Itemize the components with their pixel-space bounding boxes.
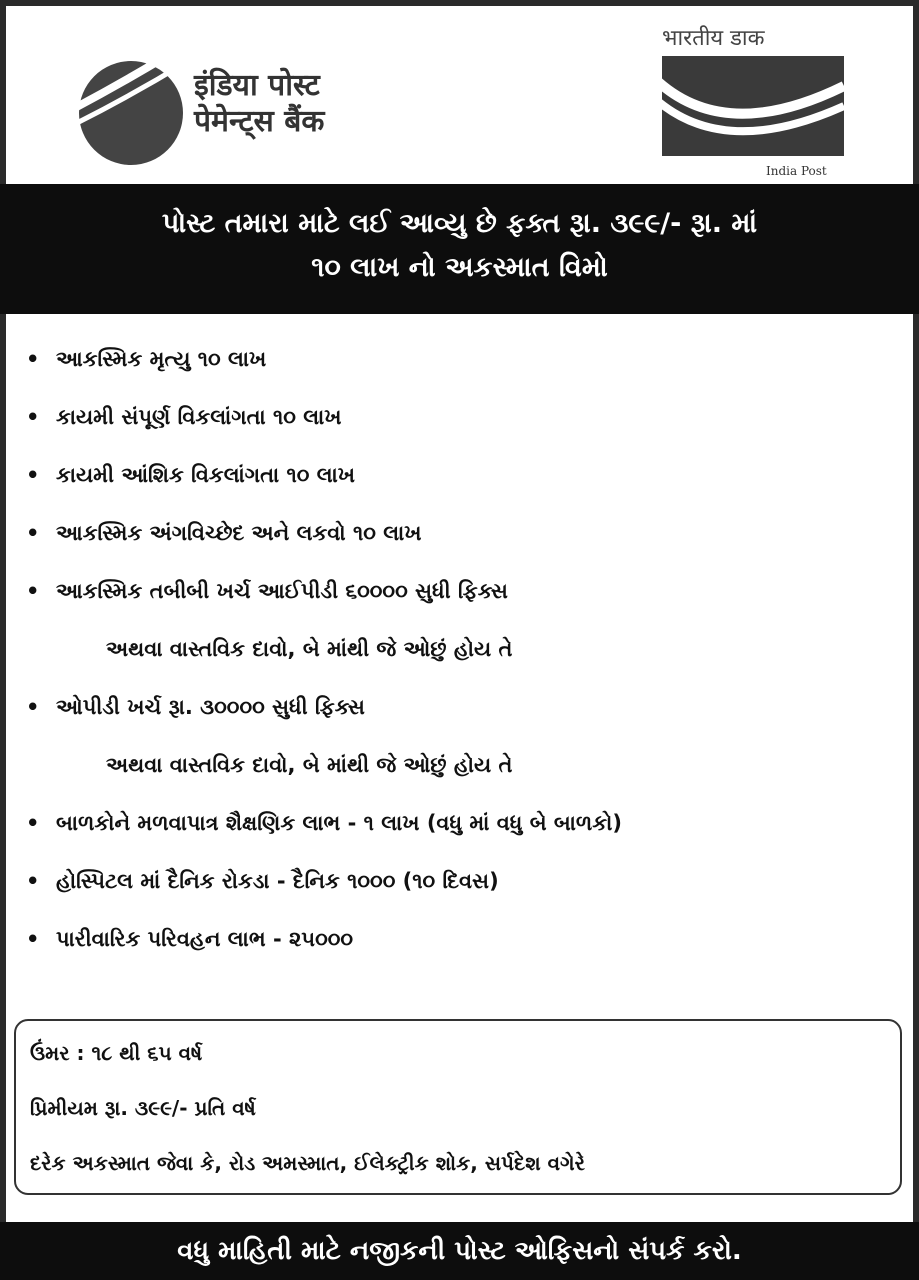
contact-footer: વધુ માહિતી માટે નજીકની પોસ્ટ ઓફિસનો સંપર્ક કરો. <box>0 1222 919 1280</box>
age-range: ઉંમર : ૧૮ થી ૬૫ વર્ષ <box>30 1041 203 1065</box>
premium-amount: પ્રિમીયમ રૂા. ૩૯૯/- પ્રતિ વર્ષ <box>30 1096 256 1120</box>
bullet-icon: • <box>26 405 40 429</box>
bullet-icon: • <box>26 347 40 371</box>
india-post-logo-icon <box>662 56 844 156</box>
list-item <box>26 345 906 373</box>
logo-header <box>6 6 913 184</box>
ippb-wordmark <box>194 68 324 140</box>
banner-line-2: ૧૦ લાખ નો અકસ્માત વિમો <box>311 252 608 283</box>
indiapost-hindi-label: भारतीय डाक <box>662 26 765 51</box>
benefit-subtext: અથવા વાસ્તવિક દાવો, બે માંથી જે ઓછું હોય તે <box>106 637 513 661</box>
indiapost-english-label: India Post <box>766 164 827 178</box>
ippb-line2: पेमेन्ट्स बैंक <box>194 104 325 139</box>
benefit-text: બાળકોને મળવાપાત્ર શૈક્ષણિક લાભ - ૧ લાખ (વધુ માં વધુ બે બાળકો) <box>56 811 622 835</box>
benefit-text: આકસ્મિક તબીબી ખર્ચ આઈપીડી ૬૦૦૦૦ સુધી ફિક્સ <box>56 579 508 603</box>
list-item <box>26 693 906 779</box>
benefit-text: કાયમી સંપૂર્ણ વિકલાંગતા ૧૦ લાખ <box>56 405 342 429</box>
list-item <box>26 519 906 547</box>
eligibility-box <box>14 1019 902 1195</box>
benefits-list <box>26 345 906 983</box>
benefit-text: આકસ્મિક મૃત્યુ ૧૦ લાખ <box>56 347 267 371</box>
benefit-text: આકસ્મિક અંગવિચ્છેદ અને લકવો ૧૦ લાખ <box>56 521 422 545</box>
benefit-text: હોસ્પિટલ માં દૈનિક રોકડા - દૈનિક ૧૦૦૦ (૧૦ દિવસ) <box>56 869 499 893</box>
headline-banner <box>0 184 919 314</box>
list-item <box>26 403 906 431</box>
accident-types: દરેક અકસ્માત જેવા કે, રોડ અમસ્માત, ઈલેક્ટ્રીક શોક, સર્પદેશ વગેરે <box>30 1151 585 1175</box>
list-item <box>26 577 906 663</box>
bullet-icon: • <box>26 869 40 893</box>
list-item <box>26 809 906 837</box>
bullet-icon: • <box>26 927 40 951</box>
bullet-icon: • <box>26 695 40 719</box>
benefit-text: પારીવારિક પરિવહન લાભ - ૨૫૦૦૦ <box>56 927 354 951</box>
benefit-text: ઓપીડી ખર્ચ રૂા. ૩૦૦૦૦ સુધી ફિક્સ <box>56 695 365 719</box>
list-item <box>26 461 906 489</box>
benefit-subtext: અથવા વાસ્તવિક દાવો, બે માંથી જે ઓછું હોય તે <box>106 753 513 777</box>
list-item <box>26 867 906 895</box>
list-item <box>26 925 906 953</box>
benefit-text: કાયમી આંશિક વિકલાંગતા ૧૦ લાખ <box>56 463 356 487</box>
ippb-logo-icon <box>76 58 186 168</box>
bullet-icon: • <box>26 463 40 487</box>
ippb-line1: इंडिया पोस्ट <box>194 68 320 103</box>
banner-line-1: પોસ્ટ તમારા માટે લઈ આવ્યુ છે ફક્ત રૂા. ૩૯૯/- રૂા. માં <box>161 208 758 239</box>
bullet-icon: • <box>26 579 40 603</box>
bullet-icon: • <box>26 521 40 545</box>
bullet-icon: • <box>26 811 40 835</box>
